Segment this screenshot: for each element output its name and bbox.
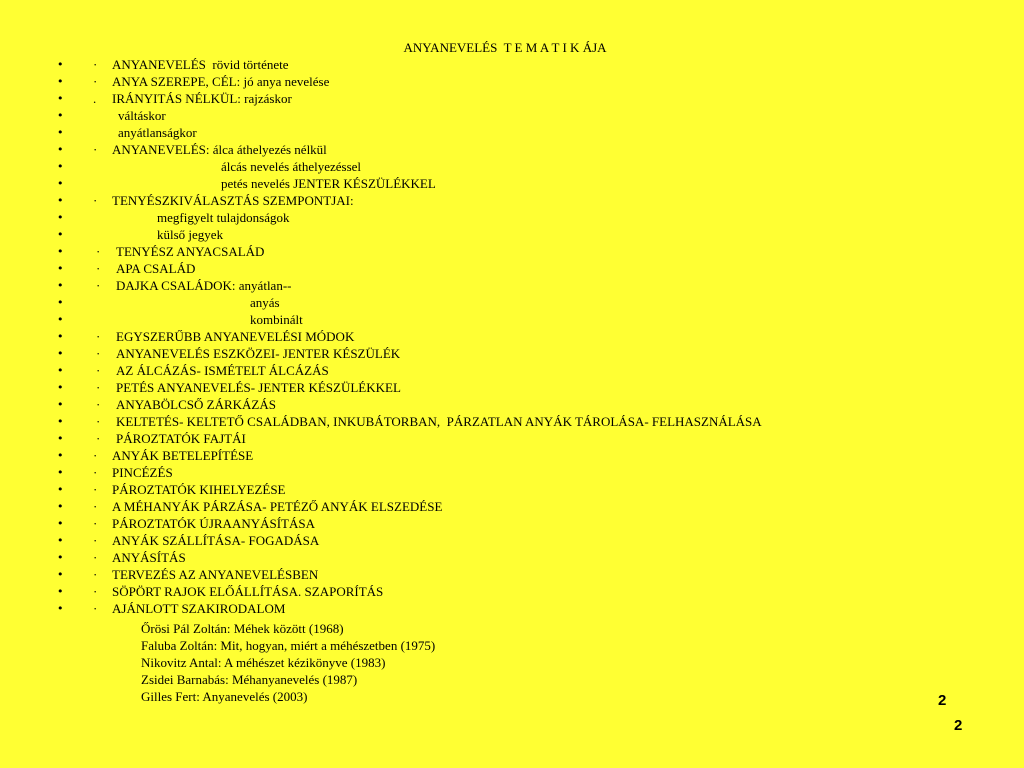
bullet-icon: • xyxy=(57,364,64,377)
list-item-text: ANYANEVELÉS: álca áthelyezés nélkül xyxy=(112,142,327,157)
list-item-text: kombinált xyxy=(250,312,303,327)
list-item-text: EGYSZERŰBB ANYANEVELÉSI MÓDOK xyxy=(116,329,355,344)
list-item-text: TENYÉSZKIVÁLASZTÁS SZEMPONTJAI: xyxy=(112,193,354,208)
list-item-marker: · xyxy=(96,278,101,293)
list-item-text: megfigyelt tulajdonságok xyxy=(157,210,290,225)
list-item-marker: · xyxy=(93,465,98,480)
bullet-icon: • xyxy=(57,109,64,122)
bullet-icon: • xyxy=(57,432,64,445)
list-item-text: anyátlanságkor xyxy=(118,125,197,140)
list-item-text: A MÉHANYÁK PÁRZÁSA- PETÉZŐ ANYÁK ELSZEDÉSE xyxy=(112,499,443,514)
bullet-icon: • xyxy=(57,466,64,479)
list-item-text: KELTETÉS- KELTETŐ CSALÁDBAN, INKUBÁTORBAN, PÁRZATLAN ANYÁK TÁROLÁSA- FELHASZNÁLÁSA xyxy=(116,414,762,429)
bullet-icon: • xyxy=(57,517,64,530)
bullet-icon: • xyxy=(57,75,64,88)
list-item-marker: · xyxy=(93,57,98,72)
list-item-marker: · xyxy=(96,380,101,395)
bullet-icon: • xyxy=(57,585,64,598)
list-item-text: külső jegyek xyxy=(157,227,224,242)
list-item-marker: · xyxy=(93,584,98,599)
list-item-text: ANYANEVELÉS ESZKÖZEI- JENTER KÉSZÜLÉK xyxy=(116,346,401,361)
list-item-marker: · xyxy=(96,346,101,361)
list-item-text: AZ ÁLCÁZÁS- ISMÉTELT ÁLCÁZÁS xyxy=(116,363,329,378)
bullet-icon: • xyxy=(57,92,64,105)
reference-entry: Őrösi Pál Zoltán: Méhek között (1968) xyxy=(141,621,344,636)
list-item-marker: · xyxy=(93,567,98,582)
list-item-marker: · xyxy=(96,244,101,259)
list-item-text: ANYÁK SZÁLLÍTÁSA- FOGADÁSA xyxy=(112,533,320,548)
list-item-marker: · xyxy=(96,431,101,446)
list-item-text: ANYABÖLCSŐ ZÁRKÁZÁS xyxy=(116,397,276,412)
list-item-text: SÖPÖRT RAJOK ELŐÁLLÍTÁSA. SZAPORÍTÁS xyxy=(112,584,384,599)
list-item-text: IRÁNYITÁS NÉLKÜL: rajzáskor xyxy=(112,91,292,106)
list-item-marker: · xyxy=(93,601,98,616)
bullet-icon: • xyxy=(57,602,64,615)
bullet-icon: • xyxy=(57,500,64,513)
bullet-icon: • xyxy=(57,483,64,496)
list-item-marker: · xyxy=(93,533,98,548)
list-item-marker: · xyxy=(93,550,98,565)
list-item-text: DAJKA CSALÁDOK: anyátlan-- xyxy=(116,278,292,293)
bullet-icon: • xyxy=(57,177,64,190)
bullet-icon: • xyxy=(57,568,64,581)
bullet-icon: • xyxy=(57,330,64,343)
list-item-text: APA CSALÁD xyxy=(116,261,196,276)
bullet-icon: • xyxy=(57,262,64,275)
bullet-icon: • xyxy=(57,228,64,241)
list-item-text: PINCÉZÉS xyxy=(112,465,173,480)
list-item-marker: · xyxy=(96,261,101,276)
list-item-text: ANYÁK BETELEPÍTÉSE xyxy=(112,448,254,463)
reference-entry: Faluba Zoltán: Mit, hogyan, miért a méhészetben (1975) xyxy=(141,638,436,653)
list-item-text: anyás xyxy=(250,295,280,310)
list-item-text: TENYÉSZ ANYACSALÁD xyxy=(116,244,265,259)
list-item-text: AJÁNLOTT SZAKIRODALOM xyxy=(112,601,286,616)
list-item-marker: · xyxy=(96,397,101,412)
bullet-icon: • xyxy=(57,415,64,428)
bullet-icon: • xyxy=(57,194,64,207)
page-number-footer: 2 xyxy=(954,717,963,734)
bullet-icon: • xyxy=(57,534,64,547)
bullet-icon: • xyxy=(57,58,64,71)
list-item-text: TERVEZÉS AZ ANYANEVELÉSBEN xyxy=(112,567,319,582)
list-item-marker: · xyxy=(93,448,98,463)
list-item-marker: · xyxy=(96,363,101,378)
bullet-icon: • xyxy=(57,347,64,360)
bullet-icon: • xyxy=(57,551,64,564)
bullet-icon: • xyxy=(57,296,64,309)
bullet-icon: • xyxy=(57,279,64,292)
list-item-marker: · xyxy=(93,499,98,514)
bullet-icon: • xyxy=(57,245,64,258)
list-item-text: PÁROZTATÓK ÚJRAANYÁSÍTÁSA xyxy=(112,516,315,531)
list-item-text: álcás nevelés áthelyezéssel xyxy=(221,159,362,174)
reference-entry: Nikovitz Antal: A méhészet kézikönyve (1983) xyxy=(141,655,386,670)
reference-entry: Zsidei Barnabás: Méhanyanevelés (1987) xyxy=(141,672,358,687)
list-item-text: PETÉS ANYANEVELÉS- JENTER KÉSZÜLÉKKEL xyxy=(116,380,401,395)
list-item-marker: · xyxy=(93,482,98,497)
list-item-marker: · xyxy=(96,329,101,344)
list-item-text: PÁROZTATÓK KIHELYEZÉSE xyxy=(112,482,286,497)
list-item-text: ANYANEVELÉS rövid története xyxy=(112,57,289,72)
list-item-marker: · xyxy=(93,142,98,157)
bullet-icon: • xyxy=(57,211,64,224)
bullet-icon: • xyxy=(57,313,64,326)
list-item-marker: · xyxy=(96,414,101,429)
reference-entry: Gilles Fert: Anyanevelés (2003) xyxy=(141,689,308,704)
list-item-text: PÁROZTATÓK FAJTÁI xyxy=(116,431,246,446)
list-item-marker: · xyxy=(93,74,98,89)
list-item-text: petés nevelés JENTER KÉSZÜLÉKKEL xyxy=(221,176,436,191)
list-item-text: ANYÁSÍTÁS xyxy=(112,550,186,565)
list-item-marker: · xyxy=(93,193,98,208)
bullet-icon: • xyxy=(57,126,64,139)
slide-title: ANYANEVELÉS T E M A T I K ÁJA xyxy=(403,40,607,55)
bullet-icon: • xyxy=(57,143,64,156)
page-number: 2 xyxy=(938,692,947,709)
bullet-icon: • xyxy=(57,398,64,411)
list-item-text: váltáskor xyxy=(118,108,166,123)
list-item-marker: · xyxy=(93,516,98,531)
list-item-text: ANYA SZEREPE, CÉL: jó anya nevelése xyxy=(112,74,330,89)
bullet-icon: • xyxy=(57,381,64,394)
list-item-marker: . xyxy=(93,91,97,106)
bullet-icon: • xyxy=(57,449,64,462)
bullet-icon: • xyxy=(57,160,64,173)
